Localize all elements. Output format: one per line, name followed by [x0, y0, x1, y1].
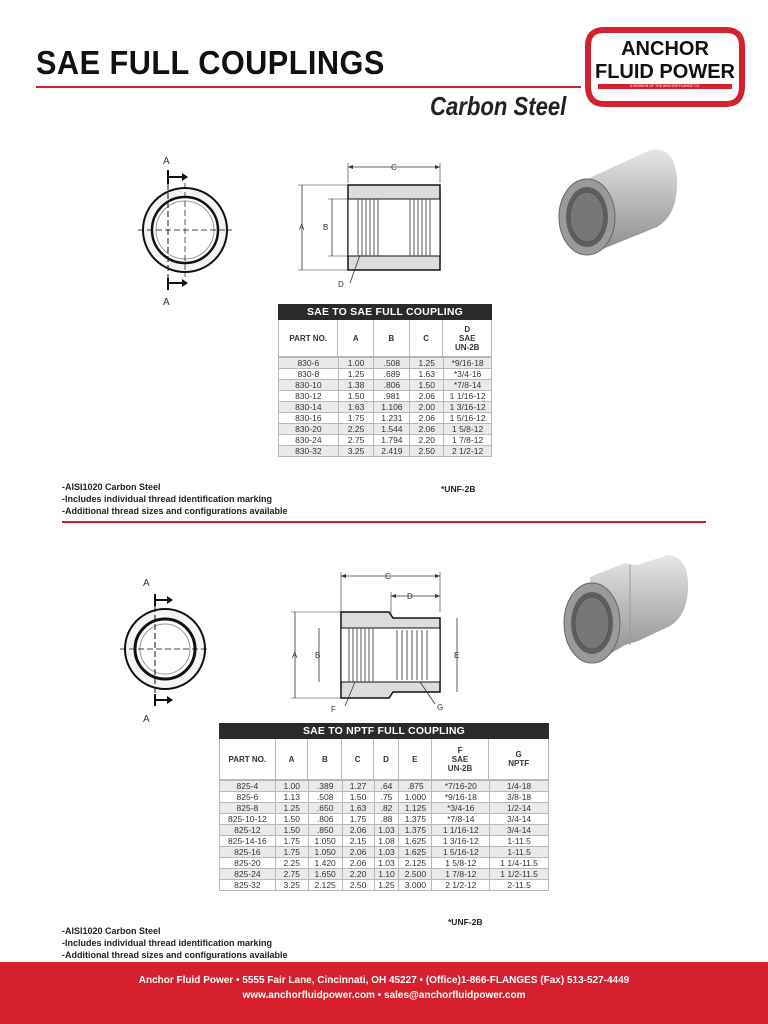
note-item: -Includes individual thread identification marking: [62, 494, 273, 504]
table-cell: 825-6: [220, 792, 276, 803]
table-cell: 1.75: [338, 413, 374, 424]
dim-g-label: G: [437, 703, 444, 712]
section-label-a-top: A: [143, 578, 150, 589]
table-cell: 1 1/16-12: [444, 391, 492, 402]
table-cell: 2.50: [410, 446, 444, 457]
table-cell: 2.75: [338, 435, 374, 446]
col-header-g: G NPTF: [508, 750, 530, 768]
note-item: -Includes individual thread identification marking: [62, 938, 273, 948]
dim-b-label: B: [323, 223, 329, 232]
table-cell: 2.00: [410, 402, 444, 413]
table-cell: 1.27: [342, 781, 374, 792]
table-cell: .689: [374, 369, 410, 380]
table-cell: 2.06: [410, 391, 444, 402]
section-divider: [62, 521, 706, 523]
table-cell: 830-16: [279, 413, 339, 424]
table-cell: 2.15: [342, 836, 374, 847]
sae-to-sae-table: [278, 304, 492, 457]
col-header-e: E: [399, 739, 432, 779]
logo-line1: ANCHOR: [621, 38, 709, 60]
table-cell: .850: [308, 825, 342, 836]
dim-c-label: C: [391, 163, 397, 172]
logo-line2: FLUID POWER: [595, 61, 735, 83]
table-cell: 1.50: [275, 825, 308, 836]
table-cell: 1.00: [338, 358, 374, 369]
table-cell: 825-20: [220, 858, 276, 869]
table-cell: 1.25: [374, 880, 399, 891]
notes-list-1: [62, 481, 288, 517]
dim-d-label: D: [338, 280, 344, 289]
table-cell: 830-20: [279, 424, 339, 435]
logo-tagline: A DIVISION OF THE ANCHOR FLANGE CO.: [598, 84, 732, 89]
table-row: [220, 792, 549, 803]
table-cell: 1.03: [374, 825, 399, 836]
table-row: [279, 369, 492, 380]
table-cell: 2.06: [410, 413, 444, 424]
table-cell: 830-6: [279, 358, 339, 369]
table-cell: .650: [308, 803, 342, 814]
table-cell: 3.000: [399, 880, 432, 891]
table-cell: 1.50: [410, 380, 444, 391]
table-cell: 2 1/2-12: [444, 446, 492, 457]
unf-footnote: *UNF-2B: [441, 484, 476, 494]
dim-a-label: A: [299, 223, 305, 232]
table-cell: 1.03: [374, 858, 399, 869]
table-cell: 2.75: [275, 869, 308, 880]
table-cell: 1 7/8-12: [444, 435, 492, 446]
table-cell: 830-14: [279, 402, 339, 413]
table-cell: 2.419: [374, 446, 410, 457]
table-cell: 2.500: [399, 869, 432, 880]
note-item: -Additional thread sizes and configurations available: [62, 506, 288, 516]
table-cell: 825-32: [220, 880, 276, 891]
table-title: SAE TO NPTF FULL COUPLING: [219, 723, 549, 739]
table-cell: 825-8: [220, 803, 276, 814]
footer-web-email-line: www.anchorfluidpower.com • sales@anchorfluidpower.com: [242, 990, 526, 1001]
table-row: [279, 380, 492, 391]
table-cell: 1.03: [374, 847, 399, 858]
dim-d-label: D: [407, 592, 413, 601]
dim-a-label: A: [292, 651, 298, 660]
table-cell: .875: [399, 781, 432, 792]
table-cell: 1.63: [410, 369, 444, 380]
table-cell: 825-10-12: [220, 814, 276, 825]
table-body: [278, 357, 492, 457]
dim-b-label: B: [315, 651, 321, 660]
table-cell: 1.050: [308, 847, 342, 858]
col-header-b: B: [374, 320, 410, 356]
notes-list-2: [62, 925, 288, 961]
table-row: [279, 424, 492, 435]
table-cell: 1.231: [374, 413, 410, 424]
table-cell: .806: [308, 814, 342, 825]
table-cell: .508: [374, 358, 410, 369]
table-cell: 1.000: [399, 792, 432, 803]
table-cell: 2.25: [275, 858, 308, 869]
unf-footnote: *UNF-2B: [448, 917, 483, 927]
table-cell: 1.00: [275, 781, 308, 792]
table-cell: 1 3/16-12: [432, 836, 490, 847]
table-cell: 1.625: [399, 836, 432, 847]
table-cell: *9/16-18: [432, 792, 490, 803]
table-cell: 1.75: [275, 847, 308, 858]
section-label-a-top: A: [163, 156, 170, 167]
page-footer: [0, 962, 768, 1024]
coupling-photo-2: [550, 545, 695, 675]
col-header-f: F SAE UN-2B: [432, 739, 490, 779]
table-cell: 1.38: [338, 380, 374, 391]
table-cell: 830-8: [279, 369, 339, 380]
table-cell: 1 3/16-12: [444, 402, 492, 413]
table-cell: *3/4-16: [444, 369, 492, 380]
table-cell: 2.20: [410, 435, 444, 446]
table-cell: 1 5/8-12: [432, 858, 490, 869]
table-cell: 1.50: [342, 792, 374, 803]
table-cell: 1.625: [399, 847, 432, 858]
table-cell: 1.10: [374, 869, 399, 880]
table-cell: 3/4-14: [490, 814, 549, 825]
table-row: [220, 869, 549, 880]
section-view-diagram-2: [285, 568, 475, 718]
table-cell: 1.420: [308, 858, 342, 869]
section-label-a-bottom: A: [163, 297, 170, 308]
table-title: SAE TO SAE FULL COUPLING: [278, 304, 492, 320]
table-cell: 1-11.5: [490, 836, 549, 847]
table-cell: .806: [374, 380, 410, 391]
col-header-b: B: [308, 739, 342, 779]
table-row: [220, 814, 549, 825]
table-header-row: [219, 739, 549, 780]
col-header-a: A: [338, 320, 374, 356]
table-cell: 1 1/4-11.5: [490, 858, 549, 869]
table-cell: *9/16-18: [444, 358, 492, 369]
table-cell: .508: [308, 792, 342, 803]
table-cell: *7/8-14: [432, 814, 490, 825]
table-cell: 2 1/2-12: [432, 880, 490, 891]
table-cell: 1/2-14: [490, 803, 549, 814]
table-cell: 2.06: [342, 858, 374, 869]
table-cell: 1.375: [399, 814, 432, 825]
table-cell: 1.375: [399, 825, 432, 836]
table-cell: 2.50: [342, 880, 374, 891]
col-header-c: C: [342, 739, 374, 779]
table-cell: 2.125: [308, 880, 342, 891]
table-row: [220, 880, 549, 891]
table-cell: 830-32: [279, 446, 339, 457]
coupling-photo-1: [545, 135, 685, 265]
table-row: [279, 435, 492, 446]
table-cell: *3/4-16: [432, 803, 490, 814]
table-cell: 2.25: [338, 424, 374, 435]
table-row: [220, 836, 549, 847]
table-row: [220, 825, 549, 836]
table-cell: 2.06: [342, 825, 374, 836]
col-header-part-no: PART NO.: [279, 320, 338, 356]
col-header-d: D: [374, 739, 399, 779]
table-cell: 1 7/8-12: [432, 869, 490, 880]
table-cell: *7/16-20: [432, 781, 490, 792]
table-cell: 1.13: [275, 792, 308, 803]
section-label-a-bottom: A: [143, 714, 150, 725]
table-row: [220, 847, 549, 858]
table-cell: 825-24: [220, 869, 276, 880]
end-view-diagram-1: [110, 150, 250, 310]
table-cell: .64: [374, 781, 399, 792]
table-cell: 1.106: [374, 402, 410, 413]
table-cell: .75: [374, 792, 399, 803]
dim-f-label: F: [331, 705, 336, 714]
table-row: [220, 858, 549, 869]
table-cell: 825-4: [220, 781, 276, 792]
table-cell: 1.08: [374, 836, 399, 847]
table-cell: 1.63: [338, 402, 374, 413]
table-cell: .981: [374, 391, 410, 402]
footer-contact-line: Anchor Fluid Power • 5555 Fair Lane, Cincinnati, OH 45227 • (Office)1-866-FLANGES (Fax) 513-527-4449: [138, 975, 630, 986]
table-cell: 1.75: [342, 814, 374, 825]
table-cell: .82: [374, 803, 399, 814]
table-body: [219, 780, 549, 891]
table-cell: 2.06: [410, 424, 444, 435]
table-cell: 1.25: [338, 369, 374, 380]
table-cell: 1 1/2-11.5: [490, 869, 549, 880]
table-cell: 1 5/16-12: [444, 413, 492, 424]
table-cell: 2-11.5: [490, 880, 549, 891]
table-cell: 830-10: [279, 380, 339, 391]
table-row: [220, 803, 549, 814]
col-header-a: A: [276, 739, 309, 779]
col-header-part-no: PART NO.: [220, 739, 276, 779]
table-cell: 3.25: [338, 446, 374, 457]
table-cell: 1 5/8-12: [444, 424, 492, 435]
table-cell: 1.75: [275, 836, 308, 847]
table-row: [279, 413, 492, 424]
table-cell: 1.794: [374, 435, 410, 446]
table-cell: 1.050: [308, 836, 342, 847]
table-cell: 1 1/16-12: [432, 825, 490, 836]
table-cell: 3/8-18: [490, 792, 549, 803]
table-cell: *7/8-14: [444, 380, 492, 391]
table-row: [279, 446, 492, 457]
table-cell: 1.25: [410, 358, 444, 369]
table-cell: 1.650: [308, 869, 342, 880]
table-cell: 2.125: [399, 858, 432, 869]
end-view-diagram-2: [105, 572, 225, 727]
table-row: [279, 402, 492, 413]
table-cell: 1.544: [374, 424, 410, 435]
table-cell: 1.50: [275, 814, 308, 825]
table-cell: .389: [308, 781, 342, 792]
page-subtitle: Carbon Steel: [430, 91, 567, 121]
table-cell: 1.125: [399, 803, 432, 814]
table-cell: 1.63: [342, 803, 374, 814]
table-cell: 2.06: [342, 847, 374, 858]
table-row: [279, 391, 492, 402]
note-item: -AISI1020 Carbon Steel: [62, 926, 161, 936]
table-cell: 1-11.5: [490, 847, 549, 858]
note-item: -AISI1020 Carbon Steel: [62, 482, 161, 492]
table-cell: 3/4-14: [490, 825, 549, 836]
table-cell: 825-12: [220, 825, 276, 836]
note-item: -Additional thread sizes and configurations available: [62, 950, 288, 960]
company-logo: [584, 26, 746, 108]
table-header-row: [278, 320, 492, 357]
table-cell: 1.50: [338, 391, 374, 402]
dim-c-label: C: [385, 572, 391, 581]
title-rule: [36, 86, 581, 88]
table-cell: 1.25: [275, 803, 308, 814]
table-cell: .88: [374, 814, 399, 825]
table-cell: 825-14-16: [220, 836, 276, 847]
table-cell: 1 5/16-12: [432, 847, 490, 858]
table-cell: 1/4-18: [490, 781, 549, 792]
table-row: [220, 781, 549, 792]
sae-to-nptf-table: [219, 723, 549, 891]
table-cell: 830-12: [279, 391, 339, 402]
table-cell: 3.25: [275, 880, 308, 891]
table-cell: 825-16: [220, 847, 276, 858]
table-cell: 830-24: [279, 435, 339, 446]
section-view-diagram-1: [290, 155, 470, 295]
col-header-d: D SAE UN-2B: [455, 324, 480, 352]
dim-e-label: E: [454, 651, 460, 660]
page-title: SAE FULL COUPLINGS: [36, 44, 385, 81]
table-row: [279, 358, 492, 369]
table-cell: 2.20: [342, 869, 374, 880]
col-header-c: C: [410, 320, 444, 356]
